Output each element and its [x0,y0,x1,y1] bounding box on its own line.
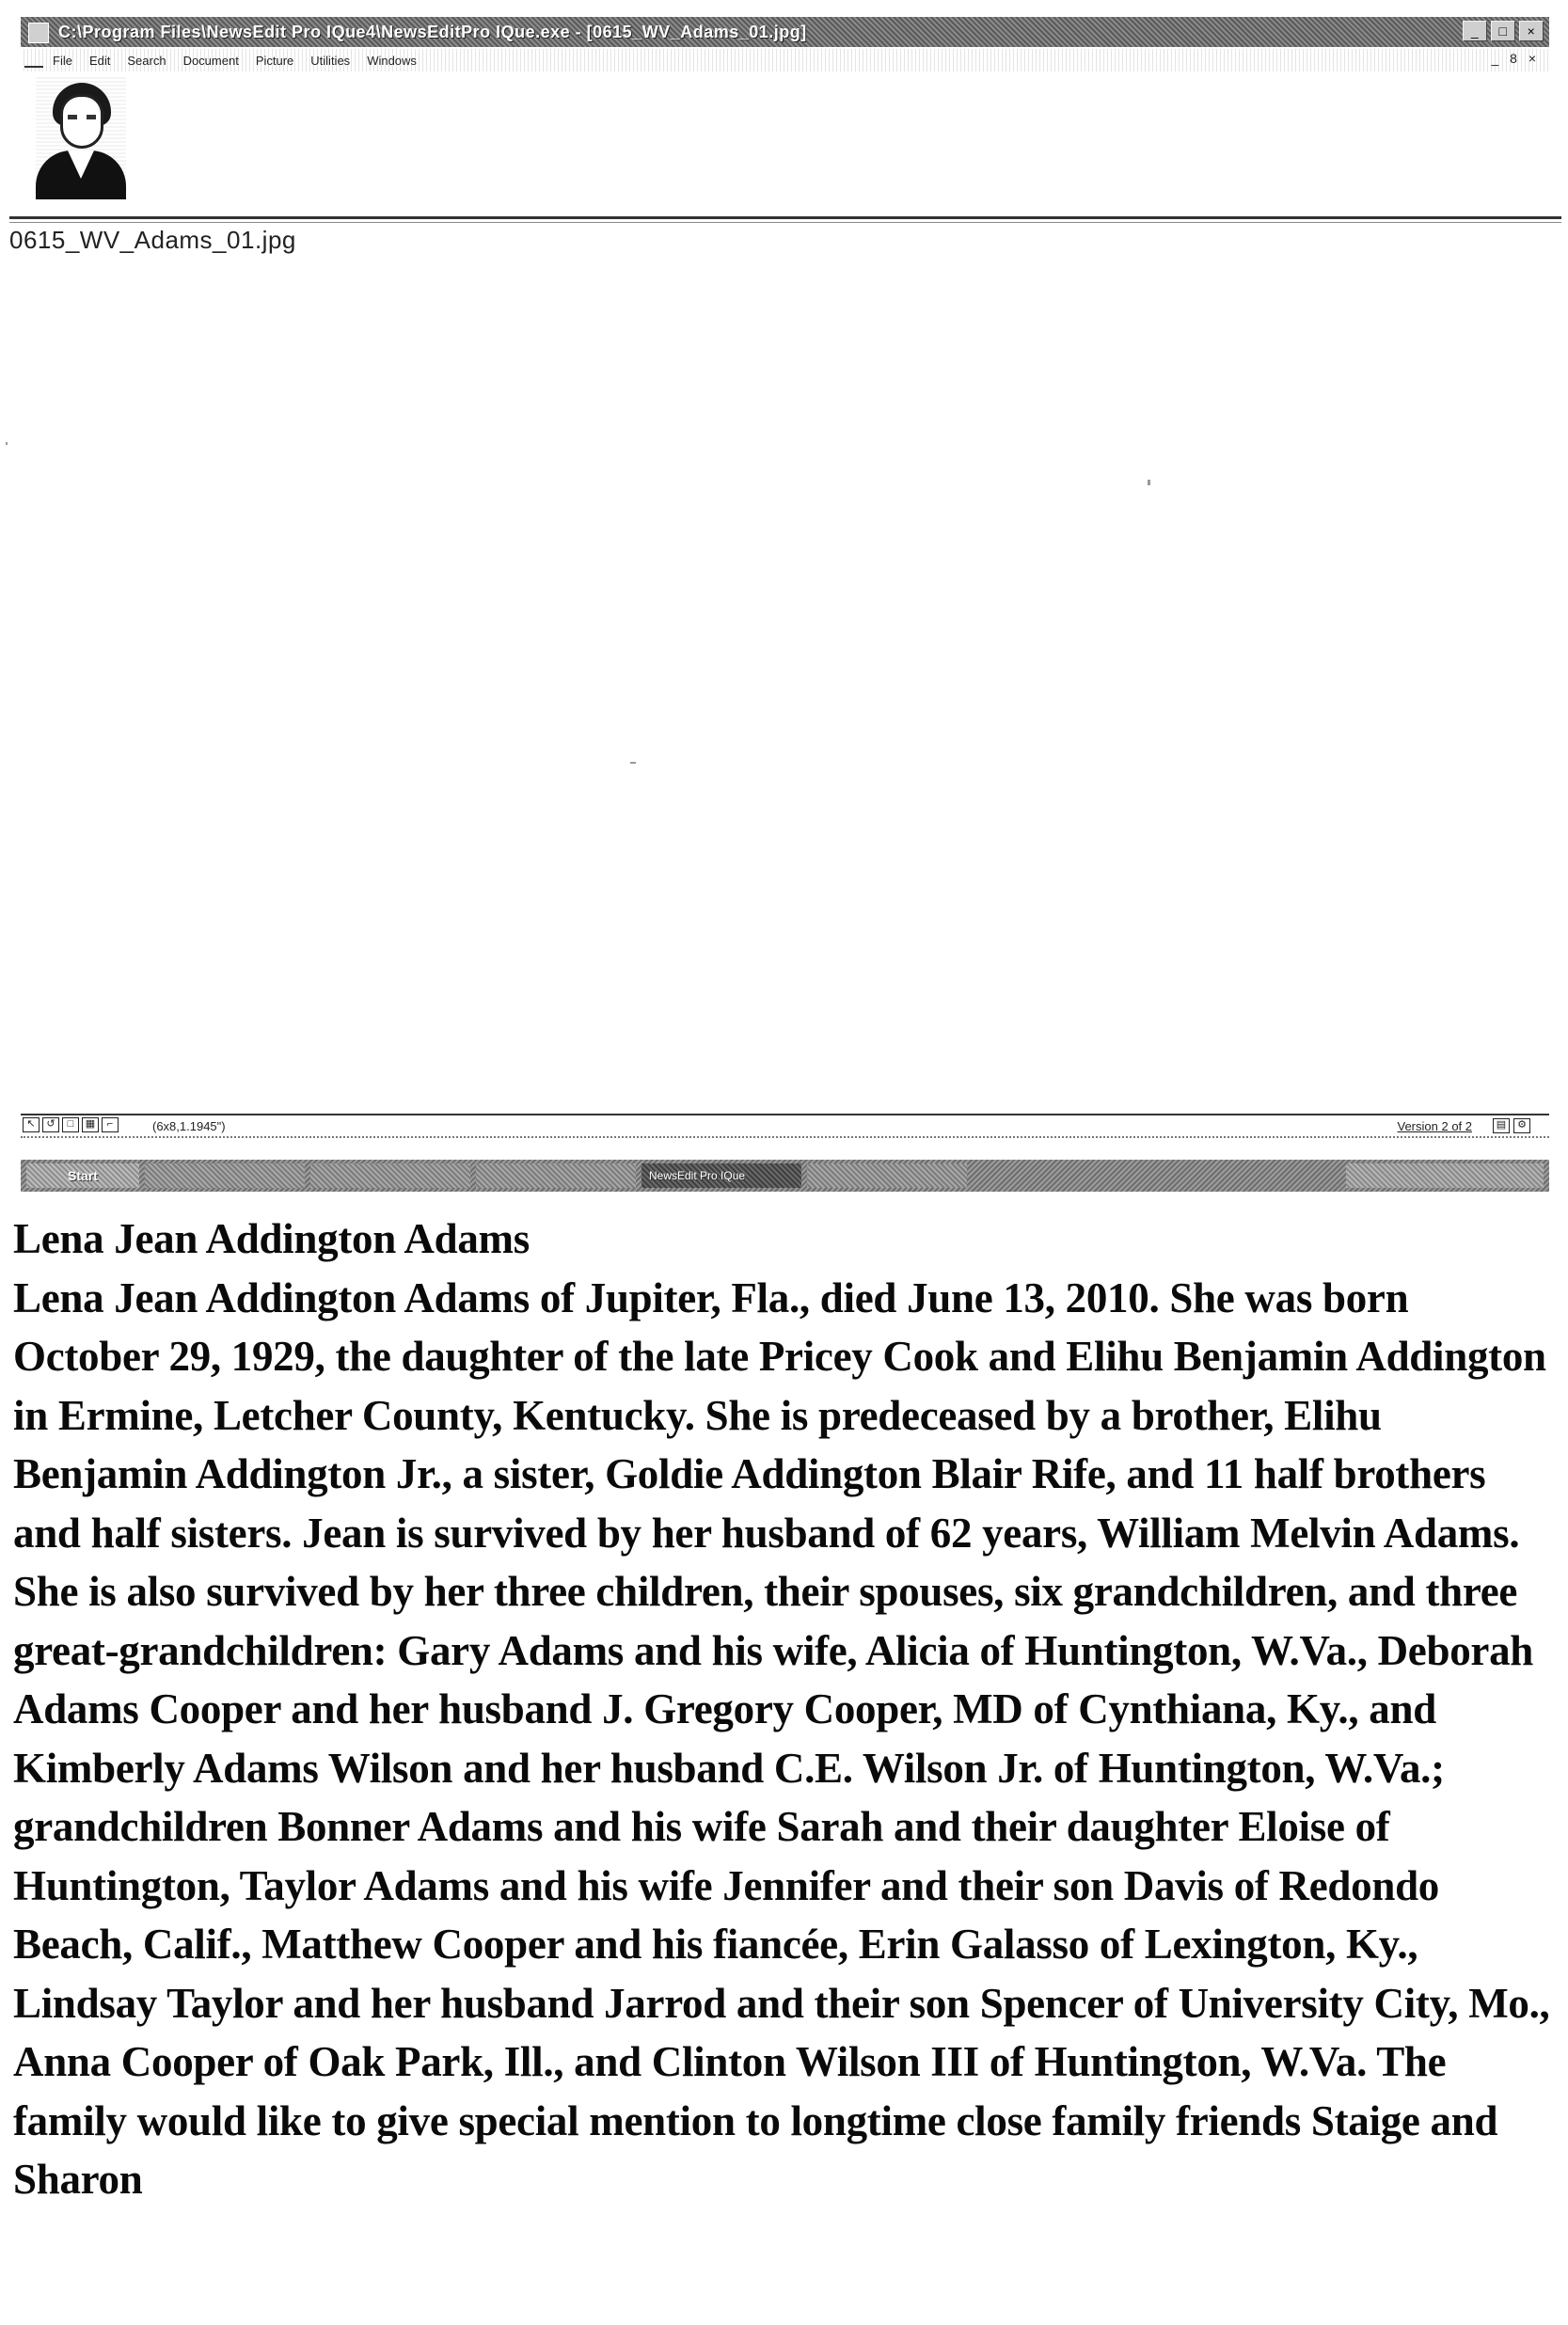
obituary-body: Lena Jean Addington Adams of Jupiter, Fla., died June 13, 2010. She was born October 29, 1929, the daughter of the late Pricey Cook and Elihu Benjamin Addington in Ermine, Letcher County, Kentucky. She is predeceased by a brother, Elihu Benjamin Addington Jr., a sister, Goldie Addington Blair Rife, and 11 half brothers and half sisters. Jean is survived by her husband of 62 years, William Melvin Adams. She is also survived by her three children, their spouses, six grandchildren, and three great-grandchildren: Gary Adams and his wife, Alicia of Huntington, W.Va., Deborah Adams Cooper and her husband J. Gregory Cooper, MD of Cynthiana, Ky., and Kimberly Adams Wilson and her husband C.E. Wilson Jr. of Huntington, W.Va.; grandchildren Bonner Adams and his wife Sarah and their daughter Eloise of Huntington, Taylor Adams and his wife Jennifer and their son Davis of Redondo Beach, Calif., Matthew Cooper and his fiancée, Erin Galasso of Lexington, Ky., Lindsay Taylor and her husband Jarrod and their son Spencer of University City, Mo., Anna Cooper of Oak Park, Ill., and Clinton Wilson III of Huntington, W.Va. The family would like to give special mention to longtime close family friends Staige and Sharon [13,1273,1550,2203]
taskbar-item-1[interactable] [145,1163,305,1188]
frame-icon[interactable]: □ [62,1117,79,1132]
menu-file[interactable]: File [53,53,72,68]
window-title: C:\Program Files\NewsEdit Pro IQue4\NewsEditPro IQue.exe - [0615_WV_Adams_01.jpg] [58,22,807,41]
menu-utilities[interactable]: Utilities [310,53,351,68]
status-bar [21,1114,1549,1138]
portrait-eye-right [87,115,96,119]
system-tray[interactable] [1346,1163,1544,1188]
obituary-headline: Lena Jean Addington Adams [13,1215,530,1262]
document-icon[interactable] [24,53,43,68]
settings-icon[interactable]: ⚙ [1513,1118,1530,1133]
taskbar-item-3[interactable] [476,1163,636,1188]
layout-icon[interactable]: ▤ [1493,1118,1510,1133]
taskbar-item-newsedit[interactable]: NewsEdit Pro IQue [641,1163,801,1188]
start-button[interactable]: Start [26,1163,139,1188]
portrait-face [60,94,103,149]
mdi-window-controls[interactable]: _ 8 × [1491,51,1540,66]
close-button[interactable]: × [1519,21,1544,41]
image-filename: 0615_WV_Adams_01.jpg [9,226,296,254]
window-controls [1463,21,1544,41]
portrait-eye-left [68,115,77,119]
menu-edit[interactable]: Edit [88,53,111,68]
obituary-text [13,1210,1560,2209]
crop-icon[interactable]: ⌐ [102,1117,119,1132]
scan-speck [630,762,636,764]
pointer-icon[interactable]: ↖ [23,1117,40,1132]
taskbar-item-5[interactable] [807,1163,967,1188]
menu-bar [21,49,1549,71]
menu-search[interactable]: Search [127,53,166,68]
grid-icon[interactable]: ▦ [82,1117,99,1132]
image-divider [9,216,1561,219]
menu-windows[interactable]: Windows [367,53,417,68]
scan-speck [1148,480,1150,485]
taskbar [21,1160,1549,1192]
minimize-button[interactable]: _ [1463,21,1487,41]
menu-picture[interactable]: Picture [255,53,294,68]
status-version: Version 2 of 2 [1397,1119,1472,1133]
status-right-icons [1493,1118,1530,1133]
scan-speck [6,442,8,445]
window-title-bar[interactable] [21,17,1549,47]
rotate-icon[interactable]: ↺ [42,1117,59,1132]
maximize-button[interactable]: □ [1491,21,1515,41]
status-tool-icons [23,1117,119,1132]
image-divider-thin [9,222,1561,223]
taskbar-item-2[interactable] [310,1163,470,1188]
app-icon[interactable] [28,23,49,43]
menu-document[interactable]: Document [182,53,239,68]
status-coordinates: (6x8,1.1945") [152,1119,226,1133]
photo-thumbnail[interactable] [36,77,126,199]
